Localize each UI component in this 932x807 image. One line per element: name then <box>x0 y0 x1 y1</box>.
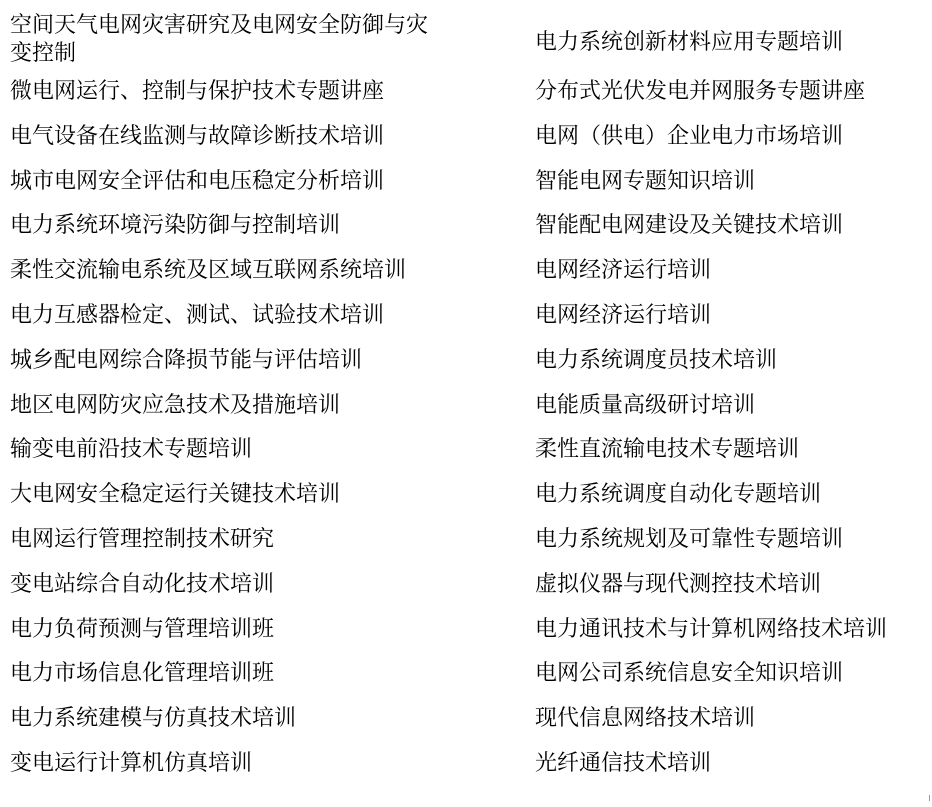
course-row <box>10 212 925 257</box>
course-item-left: 城市电网安全评估和电压稳定分析培训 <box>10 168 385 194</box>
course-row <box>10 660 925 705</box>
course-item-left: 电网运行管理控制技术研究 <box>10 526 275 552</box>
course-item-right: 智能配电网建设及关键技术培训 <box>535 213 844 239</box>
course-item-right: 现代信息网络技术培训 <box>535 706 756 732</box>
course-item-left: 电力系统环境污染防御与控制培训 <box>10 213 341 239</box>
course-row <box>10 436 925 481</box>
course-item-right: 电力系统调度员技术培训 <box>535 347 778 373</box>
course-item-left: 空间天气电网灾害研究及电网安全防御与灾变控制 <box>10 13 429 66</box>
course-row <box>10 302 925 347</box>
course-item-right: 智能电网专题知识培训 <box>535 168 756 194</box>
course-row <box>10 392 925 437</box>
course-item-left: 电力负荷预测与管理培训班 <box>10 616 275 642</box>
page-corner-mark <box>929 795 930 801</box>
course-item-left: 电力系统建模与仿真技术培训 <box>10 706 297 732</box>
course-item-left: 电气设备在线监测与故障诊断技术培训 <box>10 123 385 149</box>
course-item-left: 城乡配电网综合降损节能与评估培训 <box>10 347 363 373</box>
course-item-right: 电力通讯技术与计算机网络技术培训 <box>535 616 888 642</box>
course-row <box>10 750 925 795</box>
course-row <box>10 123 925 168</box>
course-item-left: 电力市场信息化管理培训班 <box>10 661 275 687</box>
course-row <box>10 78 925 123</box>
course-list-table <box>10 12 925 795</box>
course-item-left: 柔性交流输电系统及区域互联网系统培训 <box>10 258 407 284</box>
course-row <box>10 526 925 571</box>
course-row <box>10 571 925 616</box>
course-item-right: 电力系统调度自动化专题培训 <box>535 482 822 508</box>
course-row <box>10 12 925 78</box>
course-item-right: 电网经济运行培训 <box>535 258 712 284</box>
course-item-right: 虚拟仪器与现代测控技术培训 <box>535 571 822 597</box>
course-item-right: 电能质量高级研讨培训 <box>535 392 756 418</box>
course-item-right: 光纤通信技术培训 <box>535 750 712 776</box>
course-item-left: 输变电前沿技术专题培训 <box>10 437 253 463</box>
course-item-right: 电网经济运行培训 <box>535 302 712 328</box>
course-item-left: 微电网运行、控制与保护技术专题讲座 <box>10 79 385 104</box>
course-item-right: 分布式光伏发电并网服务专题讲座 <box>535 79 866 104</box>
course-item-right: 电力系统规划及可靠性专题培训 <box>535 526 844 552</box>
course-item-right: 电网公司系统信息安全知识培训 <box>535 661 844 687</box>
course-item-right: 电网（供电）企业电力市场培训 <box>535 123 844 149</box>
course-row <box>10 705 925 750</box>
course-row <box>10 257 925 302</box>
course-item-left: 变电站综合自动化技术培训 <box>10 571 275 597</box>
course-item-right: 电力系统创新材料应用专题培训 <box>535 30 844 55</box>
course-item-left: 大电网安全稳定运行关键技术培训 <box>10 482 341 508</box>
course-item-left: 地区电网防灾应急技术及措施培训 <box>10 392 341 418</box>
course-row <box>10 616 925 661</box>
course-row <box>10 168 925 213</box>
course-item-left: 变电运行计算机仿真培训 <box>10 750 253 776</box>
course-row <box>10 347 925 392</box>
course-row <box>10 481 925 526</box>
course-item-right: 柔性直流输电技术专题培训 <box>535 437 800 463</box>
course-item-left: 电力互感器检定、测试、试验技术培训 <box>10 302 385 328</box>
